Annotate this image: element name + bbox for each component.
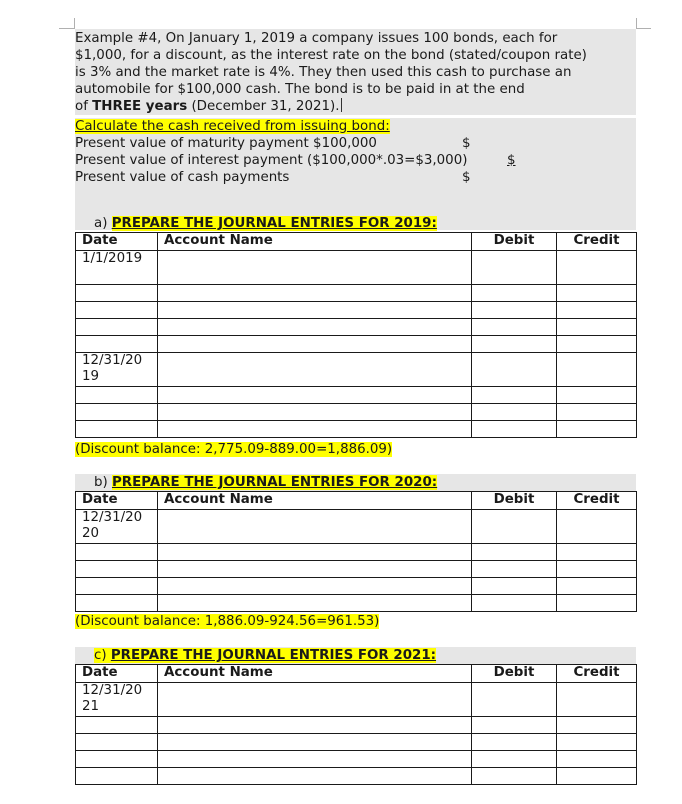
calc-dollar: $ bbox=[462, 170, 471, 185]
table-row bbox=[76, 544, 637, 561]
credit-cell[interactable] bbox=[557, 302, 637, 319]
header-account-name: Account Name bbox=[158, 492, 472, 510]
table-row bbox=[76, 734, 637, 751]
table-row bbox=[76, 421, 637, 438]
header-debit: Debit bbox=[472, 492, 557, 510]
table-row bbox=[76, 336, 637, 353]
credit-cell[interactable] bbox=[557, 387, 637, 404]
debit-cell[interactable] bbox=[472, 717, 557, 734]
credit-cell[interactable] bbox=[557, 251, 637, 285]
account-cell[interactable] bbox=[158, 683, 472, 717]
debit-cell[interactable] bbox=[472, 510, 557, 544]
table-row bbox=[76, 510, 637, 544]
calc-dollar: $ bbox=[462, 136, 471, 151]
date-cell[interactable] bbox=[76, 561, 158, 578]
account-cell[interactable] bbox=[158, 734, 472, 751]
account-cell[interactable] bbox=[158, 768, 472, 785]
account-cell[interactable] bbox=[158, 751, 472, 768]
header-credit: Credit bbox=[557, 233, 637, 251]
account-cell[interactable] bbox=[158, 404, 472, 421]
table-row bbox=[76, 285, 637, 302]
calc-title-row bbox=[75, 118, 636, 135]
date-cell[interactable] bbox=[76, 578, 158, 595]
date-cell[interactable] bbox=[76, 336, 158, 353]
crop-mark-top-left-v bbox=[74, 18, 75, 29]
table-row bbox=[76, 578, 637, 595]
credit-cell[interactable] bbox=[557, 319, 637, 336]
journal-table-2020 bbox=[75, 491, 637, 612]
header-date: Date bbox=[76, 233, 158, 251]
intro-line-5: of THREE years (December 31, 2021). bbox=[75, 99, 340, 114]
date-cell[interactable] bbox=[76, 544, 158, 561]
crop-mark-top-right-v bbox=[636, 18, 637, 29]
credit-cell[interactable] bbox=[557, 734, 637, 751]
heading-2020-title: PREPARE THE JOURNAL ENTRIES FOR 2020: bbox=[111, 475, 438, 490]
account-cell[interactable] bbox=[158, 544, 472, 561]
debit-cell[interactable] bbox=[472, 387, 557, 404]
credit-cell[interactable] bbox=[557, 717, 637, 734]
account-cell[interactable] bbox=[158, 336, 472, 353]
date-cell[interactable] bbox=[76, 734, 158, 751]
calc-dollar: $ bbox=[507, 153, 516, 168]
table-row bbox=[76, 751, 637, 768]
calculation-block bbox=[75, 118, 636, 230]
debit-cell[interactable] bbox=[472, 336, 557, 353]
crop-mark-top-left-h bbox=[59, 28, 75, 29]
header-date: Date bbox=[76, 665, 158, 683]
debit-cell[interactable] bbox=[472, 353, 557, 387]
calc-label: Present value of interest payment ($100,000*.03=$3,000) bbox=[75, 153, 468, 168]
credit-cell[interactable] bbox=[557, 595, 637, 612]
date-cell[interactable]: 1/1/2019 bbox=[76, 251, 158, 285]
table-row bbox=[76, 595, 637, 612]
intro-line-4: automobile for $100,000 cash. The bond is to be paid in at the end bbox=[75, 82, 525, 97]
table-row bbox=[76, 387, 637, 404]
heading-2021: c) PREPARE THE JOURNAL ENTRIES FOR 2021: bbox=[75, 647, 636, 664]
table-row bbox=[76, 683, 637, 717]
heading-2021-title: PREPARE THE JOURNAL ENTRIES FOR 2021: bbox=[110, 648, 437, 663]
account-cell[interactable] bbox=[158, 319, 472, 336]
table-header-row bbox=[76, 665, 637, 683]
date-cell[interactable] bbox=[76, 302, 158, 319]
date-cell[interactable] bbox=[76, 717, 158, 734]
heading-2020: b) PREPARE THE JOURNAL ENTRIES FOR 2020: bbox=[75, 474, 636, 491]
debit-cell[interactable] bbox=[472, 751, 557, 768]
date-cell[interactable] bbox=[76, 319, 158, 336]
debit-cell[interactable] bbox=[472, 421, 557, 438]
credit-cell[interactable] bbox=[557, 510, 637, 544]
debit-cell[interactable] bbox=[472, 302, 557, 319]
header-credit: Credit bbox=[557, 492, 637, 510]
discount-balance-2019: (Discount balance: 2,775.09-889.00=1,886.09) bbox=[75, 442, 393, 457]
intro-paragraph bbox=[75, 29, 636, 115]
account-cell[interactable] bbox=[158, 353, 472, 387]
table-header-row bbox=[76, 233, 637, 251]
table-row bbox=[76, 302, 637, 319]
credit-cell[interactable] bbox=[557, 751, 637, 768]
debit-cell[interactable] bbox=[472, 595, 557, 612]
account-cell[interactable] bbox=[158, 251, 472, 285]
credit-cell[interactable] bbox=[557, 336, 637, 353]
account-cell[interactable] bbox=[158, 595, 472, 612]
header-debit: Debit bbox=[472, 665, 557, 683]
date-cell[interactable] bbox=[76, 595, 158, 612]
journal-table-2019 bbox=[75, 232, 637, 438]
debit-cell[interactable] bbox=[472, 404, 557, 421]
debit-cell[interactable] bbox=[472, 544, 557, 561]
calc-title: Calculate the cash received from issuing bond: bbox=[75, 119, 390, 134]
account-cell[interactable] bbox=[158, 285, 472, 302]
debit-cell[interactable] bbox=[472, 319, 557, 336]
debit-cell[interactable] bbox=[472, 561, 557, 578]
intro-line-1: Example #4, On January 1, 2019 a company issues 100 bonds, each for bbox=[75, 31, 558, 46]
table-row bbox=[76, 717, 637, 734]
debit-cell[interactable] bbox=[472, 734, 557, 751]
heading-2019: a) PREPARE THE JOURNAL ENTRIES FOR 2019: bbox=[94, 216, 437, 231]
credit-cell[interactable] bbox=[557, 421, 637, 438]
date-cell[interactable] bbox=[76, 285, 158, 302]
header-account-name: Account Name bbox=[158, 233, 472, 251]
header-credit: Credit bbox=[557, 665, 637, 683]
table-header-row bbox=[76, 492, 637, 510]
calc-label: Present value of cash payments bbox=[75, 170, 290, 185]
debit-cell[interactable] bbox=[472, 251, 557, 285]
date-cell[interactable] bbox=[76, 751, 158, 768]
table-row bbox=[76, 353, 637, 387]
credit-cell[interactable] bbox=[557, 768, 637, 785]
account-cell[interactable] bbox=[158, 561, 472, 578]
calc-row bbox=[75, 152, 636, 169]
date-cell[interactable]: 12/31/20 20 bbox=[76, 510, 158, 544]
credit-cell[interactable] bbox=[557, 353, 637, 387]
debit-cell[interactable] bbox=[472, 578, 557, 595]
date-cell[interactable] bbox=[76, 387, 158, 404]
journal-table-2021 bbox=[75, 664, 637, 785]
intro-line-3: is 3% and the market rate is 4%. They then used this cash to purchase an bbox=[75, 65, 572, 80]
discount-balance-2020: (Discount balance: 1,886.09-924.56=961.53) bbox=[75, 614, 380, 629]
debit-cell[interactable] bbox=[472, 683, 557, 717]
header-account-name: Account Name bbox=[158, 665, 472, 683]
account-cell[interactable] bbox=[158, 302, 472, 319]
text-cursor bbox=[341, 98, 342, 112]
date-cell[interactable] bbox=[76, 768, 158, 785]
intro-line-2: $1,000, for a discount, as the interest rate on the bond (stated/coupon rate) bbox=[75, 48, 587, 63]
header-date: Date bbox=[76, 492, 158, 510]
credit-cell[interactable] bbox=[557, 683, 637, 717]
account-cell[interactable] bbox=[158, 717, 472, 734]
date-cell[interactable]: 12/31/20 19 bbox=[76, 353, 158, 387]
table-row bbox=[76, 561, 637, 578]
credit-cell[interactable] bbox=[557, 285, 637, 302]
account-cell[interactable] bbox=[158, 421, 472, 438]
credit-cell[interactable] bbox=[557, 561, 637, 578]
header-debit: Debit bbox=[472, 233, 557, 251]
account-cell[interactable] bbox=[158, 510, 472, 544]
calc-row bbox=[75, 169, 636, 186]
debit-cell[interactable] bbox=[472, 285, 557, 302]
account-cell[interactable] bbox=[158, 578, 472, 595]
heading-2019-title: PREPARE THE JOURNAL ENTRIES FOR 2019: bbox=[111, 216, 437, 231]
date-cell[interactable]: 12/31/20 21 bbox=[76, 683, 158, 717]
credit-cell[interactable] bbox=[557, 578, 637, 595]
calc-label: Present value of maturity payment $100,000 bbox=[75, 136, 377, 151]
table-row bbox=[76, 404, 637, 421]
crop-mark-top-right-h bbox=[636, 28, 651, 29]
date-cell[interactable] bbox=[76, 421, 158, 438]
calc-row bbox=[75, 135, 636, 152]
credit-cell[interactable] bbox=[557, 544, 637, 561]
table-row bbox=[76, 768, 637, 785]
debit-cell[interactable] bbox=[472, 768, 557, 785]
credit-cell[interactable] bbox=[557, 404, 637, 421]
account-cell[interactable] bbox=[158, 387, 472, 404]
table-row bbox=[76, 319, 637, 336]
date-cell[interactable] bbox=[76, 404, 158, 421]
intro-emphasis: THREE years bbox=[92, 99, 188, 114]
table-row bbox=[76, 251, 637, 285]
